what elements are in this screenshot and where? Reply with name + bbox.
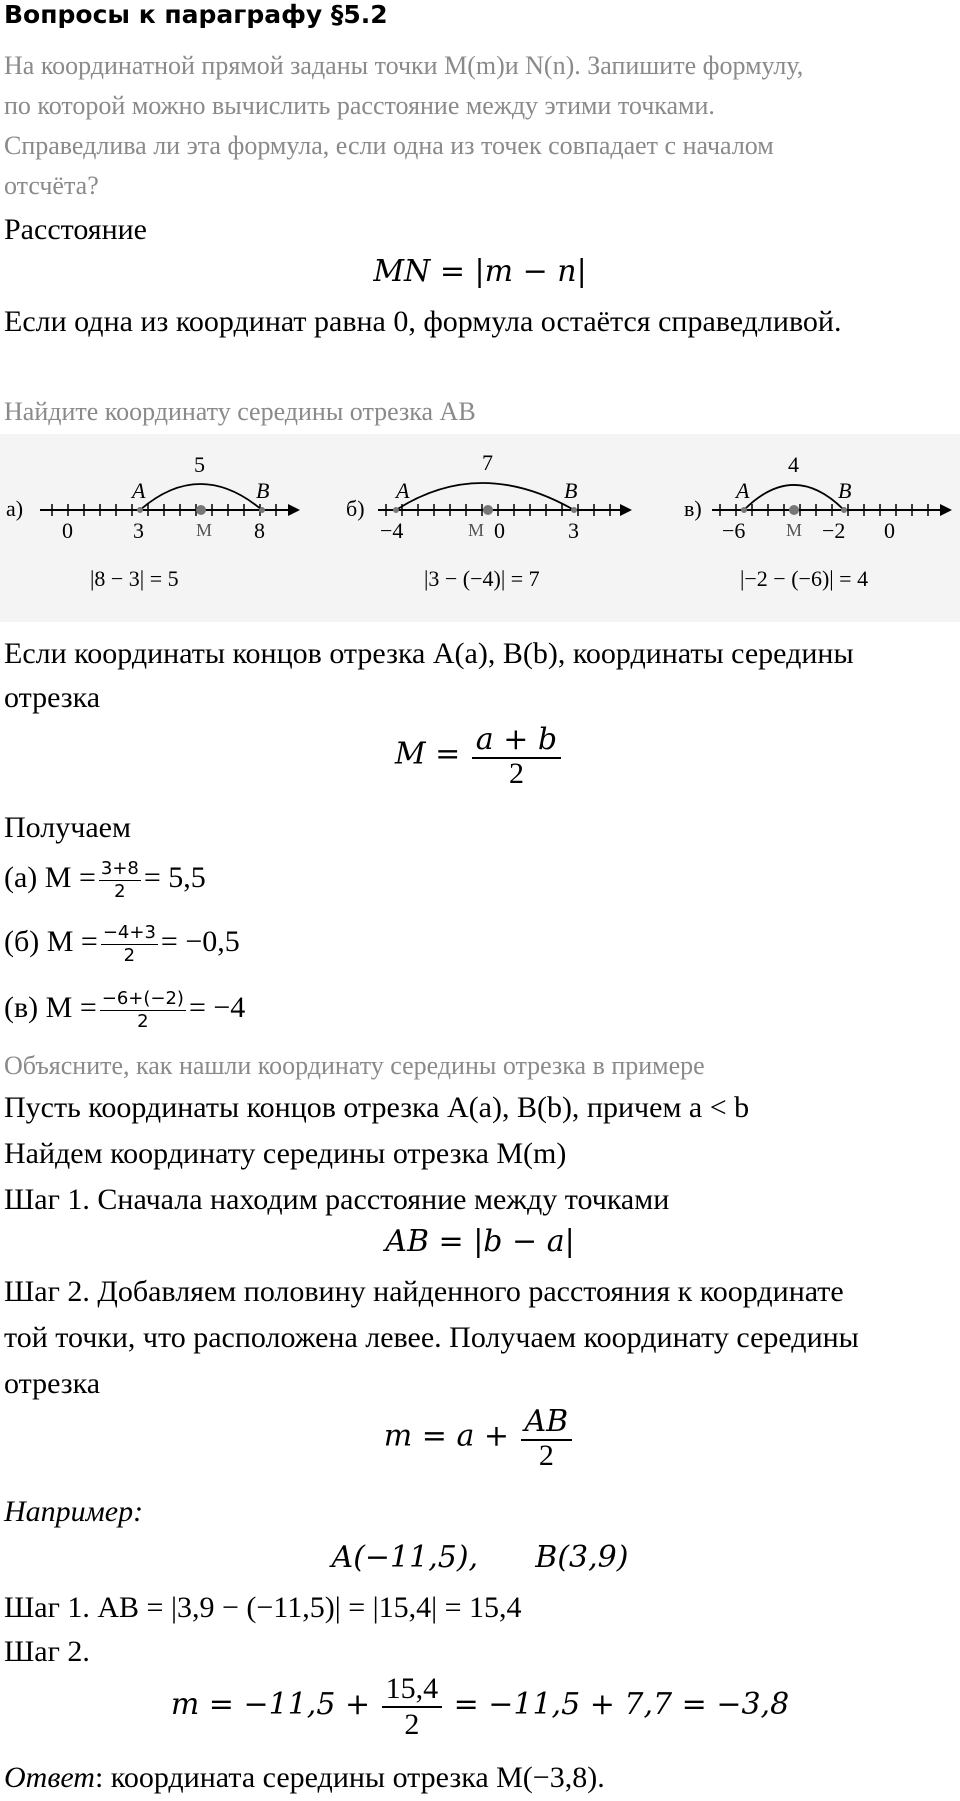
answer: [4, 1756, 605, 1800]
explain-line-4: Шаг 2. Добавляем половину найденного расстояния к координате: [4, 1275, 844, 1308]
fig-a-tick-3: 8: [254, 518, 265, 543]
result-c-numerator: −6+(−2): [101, 987, 184, 1009]
fig-a-tick-1: 0: [62, 518, 73, 543]
result-a-denominator: 2: [114, 880, 126, 902]
explain-line-3: Шаг 1. Сначала находим расстояние между точками: [4, 1183, 670, 1216]
fig-a-expression: |8 − 3| = 5: [90, 566, 179, 591]
result-b-label: (б) M =: [4, 925, 98, 958]
fig-a-point-a: A: [132, 478, 146, 503]
fig-c-tick-3: 0: [884, 518, 895, 543]
result-b-numerator: −4+3: [102, 921, 156, 943]
question-1-line-1: На координатной прямой заданы точки M(m)и N(n). Запишите формулу,: [4, 51, 804, 80]
question-1-line-2: по которой можно вычислить расстояние между этими точками.: [4, 91, 715, 120]
fig-b-expression: |3 − (−4)| = 7: [424, 566, 540, 591]
fig-b-mid: M: [468, 520, 485, 540]
midpoint-text-1: Если координаты концов отрезка A(a), B(b), координаты середины: [4, 637, 854, 670]
result-a-label: (а) M =: [4, 861, 96, 894]
fig-c-mid: M: [786, 520, 803, 540]
explain-line-5: той точки, что расположена левее. Получаем координату середины: [4, 1321, 859, 1354]
m-formula-denominator: 2: [538, 1439, 554, 1472]
number-line-a: [6, 452, 300, 591]
example-label: Например:: [4, 1495, 144, 1528]
midpoint-formula: [0, 722, 960, 791]
fig-c-distance: 4: [788, 452, 799, 477]
distance-formula-text: MN = |m − n|: [373, 254, 587, 289]
number-lines-figure: [0, 434, 960, 622]
fig-b-distance: 7: [482, 450, 493, 475]
fig-b-tick-3: 3: [568, 518, 579, 543]
question-3: Объясните, как нашли координату середины отрезка в примере: [4, 1051, 705, 1080]
answer-1-label: Расстояние: [4, 213, 147, 246]
midpoint-text-2: отрезка: [4, 681, 101, 714]
fig-a-point-b: B: [256, 478, 270, 503]
final-formula-denominator: 2: [404, 1708, 420, 1741]
explain-line-6: отрезка: [4, 1367, 101, 1400]
page-heading: Вопросы к параграфу §5.2: [4, 0, 388, 29]
fig-c-expression: |−2 − (−6)| = 4: [740, 566, 869, 591]
explain-line-1: Пусть координаты концов отрезка A(a), B(b), причем a < b: [4, 1091, 750, 1124]
m-formula: [0, 1404, 960, 1473]
fig-b-tick-2: 0: [494, 518, 505, 543]
question-1-line-3: Справедлива ли эта формула, если одна из точек совпадает с началом: [4, 131, 774, 160]
final-formula-lhs: m = −11,5 +: [170, 1686, 371, 1722]
question-1-line-4: отсчёта?: [4, 171, 99, 200]
fig-b-label: б): [346, 496, 365, 521]
answer-1-note: Если одна из координат равна 0, формула остаётся справедливой.: [4, 305, 842, 338]
fig-b-tick-1: −4: [380, 518, 404, 543]
result-a-value: = 5,5: [143, 861, 206, 894]
fig-a-distance: 5: [194, 452, 205, 477]
step-1: Шаг 1. AB = |3,9 − (−11,5)| = |15,4| = 15,4: [4, 1591, 522, 1624]
answer-label: Ответ: [4, 1761, 95, 1794]
final-formula-numerator: 15,4: [382, 1672, 443, 1708]
number-line-c: [684, 452, 952, 591]
midpoint-formula-lhs: M =: [394, 736, 461, 772]
m-formula-numerator: AB: [521, 1404, 573, 1441]
example-points-text: A(−11,5), B(3,9): [331, 1540, 629, 1575]
final-formula: [0, 1672, 960, 1742]
example-points: [0, 1540, 960, 1575]
ab-formula: [0, 1224, 960, 1259]
fig-c-tick-1: −6: [722, 518, 746, 543]
result-b: [4, 920, 240, 967]
midpoint-formula-numerator: a + b: [472, 722, 561, 759]
explain-line-2: Найдем координату середины отрезка M(m): [4, 1137, 567, 1170]
fig-c-tick-2: −2: [822, 518, 846, 543]
result-c: [4, 986, 245, 1033]
final-formula-rhs: = −11,5 + 7,7 = −3,8: [453, 1686, 790, 1722]
midpoint-formula-denominator: 2: [508, 757, 524, 790]
result-c-value: = −4: [188, 991, 246, 1024]
fig-b-point-b: B: [564, 478, 578, 503]
result-a-numerator: 3+8: [100, 857, 139, 879]
number-lines-svg: [0, 434, 960, 622]
step-2: Шаг 2.: [4, 1635, 90, 1668]
fig-a-tick-2: 3: [133, 518, 144, 543]
fig-c-point-b: B: [838, 478, 852, 503]
result-c-denominator: 2: [137, 1010, 149, 1032]
result-a: [4, 856, 206, 903]
fig-b-point-a: A: [396, 478, 410, 503]
fig-c-point-a: A: [736, 478, 750, 503]
fig-c-label: в): [684, 496, 702, 521]
answer-text: : координата середины отрезка M(−3,8).: [94, 1761, 605, 1794]
fig-a-mid: M: [196, 520, 213, 540]
ab-formula-text: AB = |b − a|: [385, 1224, 575, 1259]
fig-a-label: а): [6, 496, 24, 521]
question-2: Найдите координату середины отрезка AB: [4, 397, 476, 426]
m-formula-lhs: m = a +: [383, 1418, 509, 1454]
result-c-label: (в) M =: [4, 991, 97, 1024]
distance-formula: [0, 254, 960, 289]
received-label: Получаем: [4, 811, 131, 844]
result-b-value: = −0,5: [160, 925, 240, 958]
number-line-b: [346, 450, 632, 591]
result-b-denominator: 2: [123, 944, 136, 966]
